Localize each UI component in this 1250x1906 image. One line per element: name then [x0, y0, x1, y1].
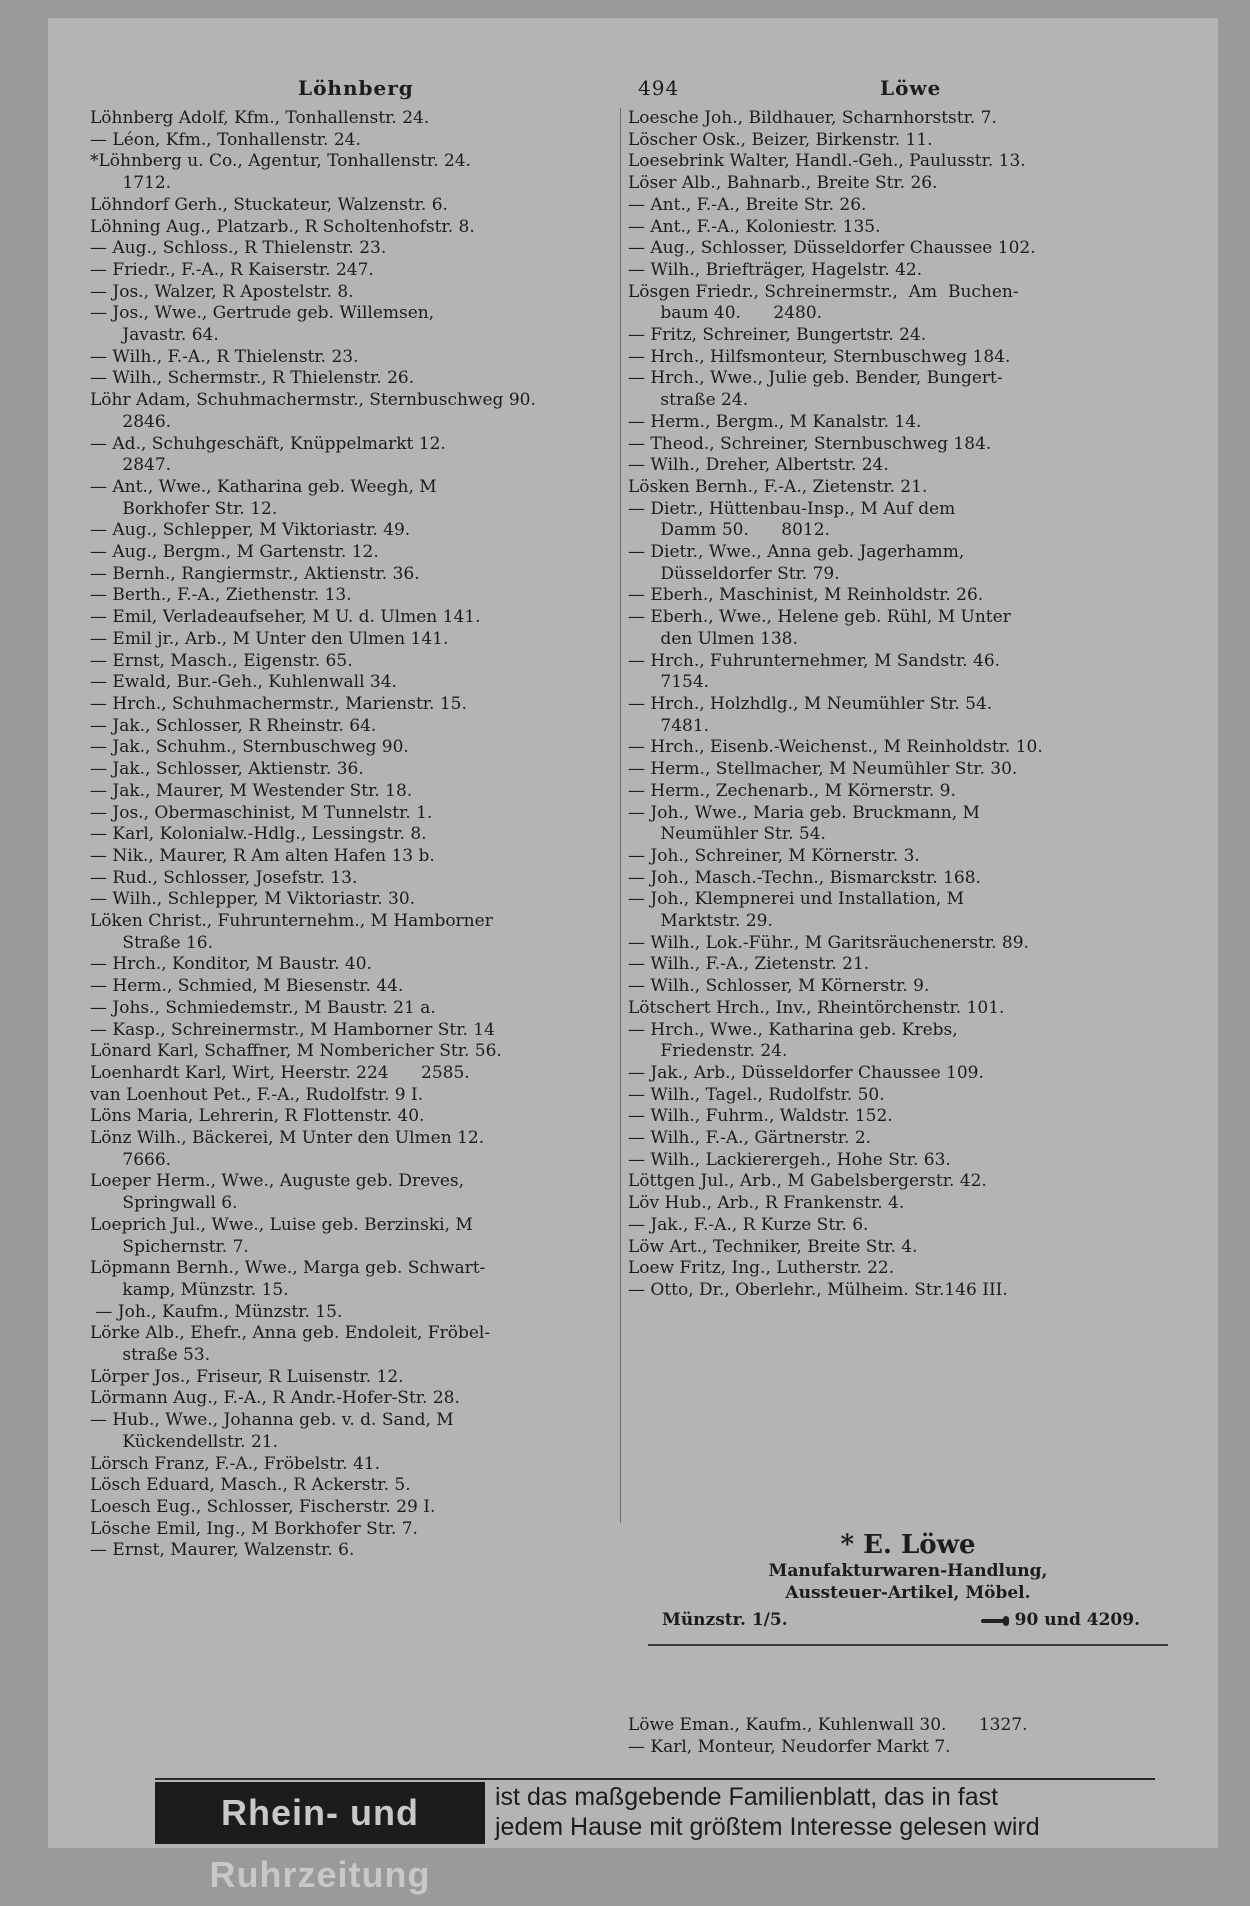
directory-entry: — Berth., F.-A., Ziethenstr. 13. — [90, 585, 352, 606]
directory-entry: Löken Christ., Fuhrunternehm., M Hamborner — [90, 911, 493, 932]
directory-entry: — Hrch., Fuhrunternehmer, M Sandstr. 46. — [628, 650, 1001, 671]
directory-entry: Lörper Jos., Friseur, R Luisenstr. 12. — [90, 1366, 404, 1387]
directory-entry: — Wilh., Dreher, Albertstr. 24. — [628, 455, 889, 476]
directory-entry: *Löhnberg u. Co., Agentur, Tonhallenstr. 24. — [90, 151, 472, 172]
directory-entry: — Ant., F.-A., Koloniestr. 135. — [628, 216, 881, 237]
directory-entry: — Fritz, Schreiner, Bungertstr. 24. — [628, 325, 927, 346]
directory-entry: Lösgen Friedr., Schreinermstr., Am Buchen- — [628, 281, 1019, 302]
directory-entry: — Hub., Wwe., Johanna geb. v. d. Sand, M — [90, 1410, 454, 1431]
directory-entry: Löser Alb., Bahnarb., Breite Str. 26. — [628, 173, 938, 194]
directory-entry: Straße 16. — [90, 932, 214, 953]
right-column — [628, 108, 1188, 1302]
directory-entry: Lönard Karl, Schaffner, M Nomberichеr Str. 56. — [90, 1041, 502, 1062]
directory-entry: Löhr Adam, Schuhmachermstr., Sternbuschweg 90. — [90, 390, 536, 411]
directory-entry: — Ernst, Masch., Eigenstr. 65. — [90, 650, 353, 671]
directory-entry: — Jak., F.-A., R Kurze Str. 6. — [628, 1214, 869, 1235]
directory-entry: — Theod., Schreiner, Sternbuschweg 184. — [628, 433, 992, 454]
directory-entry: 7154. — [628, 672, 710, 693]
page-header — [48, 58, 1218, 98]
directory-entry: Löv Hub., Arb., R Frankenstr. 4. — [628, 1193, 905, 1214]
directory-entry: — Otto, Dr., Oberlehr., Mülheim. Str.146 III. — [628, 1279, 1008, 1300]
directory-entry: Loesche Joh., Bildhauer, Scharnhorststr. 7. — [628, 108, 997, 128]
ad-divider — [648, 1644, 1168, 1646]
directory-entry: — Ernst, Maurer, Walzenstr. 6. — [90, 1540, 355, 1561]
directory-entry: — Rud., Schlosser, Josefstr. 13. — [90, 867, 358, 888]
directory-entry: — Joh., Kaufm., Münzstr. 15. — [90, 1301, 343, 1322]
directory-entry: — Joh., Masch.-Techn., Bismarckstr. 168. — [628, 867, 981, 888]
directory-entry: baum 40. 2480. — [628, 303, 823, 324]
directory-entry: — Wilh., F.-A., R Thielenstr. 23. — [90, 346, 359, 367]
directory-entry: Springwall 6. — [90, 1193, 238, 1214]
directory-entry: — Bernh., Rangiermstr., Aktienstr. 36. — [90, 563, 420, 584]
directory-entry: Lönz Wilh., Bäckerei, M Unter den Ulmen 12. — [90, 1128, 485, 1149]
ad-phones-wrap — [981, 1610, 1140, 1630]
directory-entry: — Wilh., Lackierergeh., Hohe Str. 63. — [628, 1149, 951, 1170]
directory-entry: Lörsch Franz, F.-A., Fröbelstr. 41. — [90, 1453, 380, 1474]
directory-entry: 1712. — [90, 173, 172, 194]
directory-entry: — Jos., Wwe., Gertrude geb. Willemsen, — [90, 303, 435, 324]
directory-entry: kamp, Münzstr. 15. — [90, 1279, 289, 1300]
directory-entry: Javastr. 64. — [90, 325, 219, 346]
directory-entry: 7481. — [628, 715, 710, 736]
directory-entry: — Ad., Schuhgeschäft, Knüppelmarkt 12. — [90, 433, 446, 454]
directory-entry: — Jos., Walzer, R Apostelstr. 8. — [90, 281, 354, 302]
directory-entry: Löhning Aug., Platzarb., R Scholtenhofstr. 8. — [90, 216, 475, 237]
directory-entry: — Hrch., Eisenb.-Weichenst., M Reinholdstr. 10. — [628, 737, 1043, 758]
directory-entry: — Herm., Zechenarb., M Körnerstr. 9. — [628, 780, 956, 801]
directory-entry: — Aug., Bergm., M Gartenstr. 12. — [90, 542, 379, 563]
ad-title: * E. Löwe — [840, 1530, 976, 1560]
directory-entry: Löpmann Bernh., Wwe., Marga geb. Schwart- — [90, 1258, 486, 1279]
directory-entry: — Wilh., Schermstr., R Thielenstr. 26. — [90, 368, 415, 389]
directory-entry: Löwe Eman., Kaufm., Kuhlenwall 30. 1327. — [628, 1715, 1028, 1735]
directory-entry: — Aug., Schlosser, Düsseldorfer Chaussee 102. — [628, 238, 1036, 259]
directory-entry: — Herm., Bergm., M Kanalstr. 14. — [628, 411, 922, 432]
directory-entry: Damm 50. 8012. — [628, 520, 830, 541]
directory-entry: — Aug., Schlepper, M Viktoriastr. 49. — [90, 520, 411, 541]
directory-entry: — Nik., Maurer, R Am alten Hafen 13 b. — [90, 845, 435, 866]
directory-entry: 2847. — [90, 455, 172, 476]
directory-entry: Löhndorf Gerh., Stuckateur, Walzenstr. 6. — [90, 194, 448, 215]
directory-entry: — Hrch., Hilfsmonteur, Sternbuschweg 184. — [628, 346, 1011, 367]
directory-entry: — Hrch., Wwe., Katharina geb. Krebs, — [628, 1019, 958, 1040]
directory-entry: — Emil, Verladeaufseher, M U. d. Ulmen 141. — [90, 607, 481, 628]
ad-line-2: Aussteuer-Artikel, Möbel. — [785, 1583, 1031, 1603]
directory-entry: Marktstr. 29. — [628, 911, 773, 932]
directory-entry: — Eberh., Wwe., Helene geb. Rühl, M Unter — [628, 607, 1011, 628]
directory-entry: Neumühler Str. 54. — [628, 824, 826, 845]
page-number: 494 — [638, 76, 680, 100]
directory-entry: — Wilh., Schlepper, M Viktoriastr. 30. — [90, 889, 416, 910]
directory-entry: straße 53. — [90, 1345, 211, 1366]
directory-entry: — Aug., Schloss., R Thielenstr. 23. — [90, 238, 387, 259]
directory-entry: 7666. — [90, 1149, 172, 1170]
directory-entry: — Wilh., Schlosser, M Körnerstr. 9. — [628, 976, 930, 997]
footer-line-2: jedem Hause mit größtem Interesse gelesen wird — [495, 1813, 1040, 1841]
directory-entry: Lörke Alb., Ehefr., Anna geb. Endoleit, Fröbel- — [90, 1323, 491, 1344]
directory-entry: — Johs., Schmiedemstr., M Baustr. 21 a. — [90, 997, 436, 1018]
directory-entry: Lötschert Hrch., Inv., Rheintörchenstr. 101. — [628, 997, 1005, 1018]
directory-entry: — Wilh., Lok.-Führ., M Garitsräuchenerstr. 89. — [628, 932, 1029, 953]
directory-entry: — Ewald, Bur.-Geh., Kuhlenwall 34. — [90, 672, 397, 693]
ad-phones: 90 und 4209. — [1014, 1610, 1140, 1630]
directory-entry: — Joh., Schreiner, M Körnerstr. 3. — [628, 845, 920, 866]
directory-entry: Loew Fritz, Ing., Lutherstr. 22. — [628, 1258, 895, 1279]
directory-entry: Löns Maria, Lehrerin, R Flottenstr. 40. — [90, 1106, 425, 1127]
ad-line-1: Manufakturwaren-Handlung, — [768, 1561, 1048, 1581]
directory-entry: — Joh., Klempnerei und Installation, M — [628, 889, 965, 910]
directory-entry: — Ant., Wwe., Katharina geb. Weegh, M — [90, 476, 437, 497]
directory-entry: — Jos., Obermaschinist, M Tunnelstr. 1. — [90, 802, 433, 823]
directory-entry: Loeper Herm., Wwe., Auguste geb. Dreves, — [90, 1171, 465, 1192]
directory-entry: Borkhofer Str. 12. — [90, 498, 278, 519]
directory-entry: Loeprich Jul., Wwe., Luise geb. Berzinski, M — [90, 1214, 473, 1235]
directory-entry: — Jak., Schuhm., Sternbuschweg 90. — [90, 737, 409, 758]
newspaper-logo: Rhein- und Ruhrzeitung — [155, 1782, 485, 1844]
directory-entry: — Wilh., F.-A., Gärtnerstr. 2. — [628, 1128, 872, 1149]
directory-entry: — Wilh., Briefträger, Hagelstr. 42. — [628, 259, 923, 280]
directory-entry: Kückendellstr. 21. — [90, 1431, 279, 1452]
directory-entry: Loesch Eug., Schlosser, Fischerstr. 29 I. — [90, 1497, 436, 1517]
directory-entry: — Wilh., F.-A., Zietenstr. 21. — [628, 954, 870, 975]
directory-entry: — Dietr., Hüttenbau-Insp., M Auf dem — [628, 498, 956, 519]
directory-entry: — Léon, Kfm., Tonhallenstr. 24. — [90, 129, 361, 150]
directory-entry: Loesebrink Walter, Handl.-Geh., Paulusstr. 13. — [628, 151, 1026, 172]
directory-entry: — Joh., Wwe., Maria geb. Bruckmann, M — [628, 802, 980, 823]
directory-entry: Löhnberg Adolf, Kfm., Tonhallenstr. 24. — [90, 108, 430, 128]
footer-text — [495, 1782, 1040, 1842]
header-left-keyword: Löhnberg — [298, 76, 414, 100]
directory-entry: Friedenstr. 24. — [628, 1041, 788, 1062]
directory-entry: straße 24. — [628, 390, 749, 411]
directory-entry: — Emil jr., Arb., M Unter den Ulmen 141. — [90, 628, 449, 649]
directory-entry: — Hrch., Wwe., Julie geb. Bender, Bungert- — [628, 368, 1003, 389]
advertisement-loewe — [628, 1530, 1188, 1690]
directory-entry: — Jak., Schlosser, Aktienstr. 36. — [90, 759, 364, 780]
directory-entry: — Jak., Arb., Düsseldorfer Chaussee 109. — [628, 1062, 984, 1083]
directory-entry: Löw Art., Techniker, Breite Str. 4. — [628, 1236, 918, 1257]
directory-entry: 2846. — [90, 411, 172, 432]
directory-entry: — Herm., Stellmacher, M Neumühler Str. 30. — [628, 759, 1018, 780]
directory-entry: — Kasp., Schreinermstr., M Hamborner Str. 14 — [90, 1019, 495, 1040]
directory-entry: — Hrch., Konditor, M Baustr. 40. — [90, 954, 372, 975]
directory-entry: van Loenhout Pet., F.-A., Rudolfstr. 9 I. — [90, 1084, 424, 1105]
directory-entry: Lösch Eduard, Masch., R Ackerstr. 5. — [90, 1475, 411, 1496]
directory-entry: Lösche Emil, Ing., M Borkhofer Str. 7. — [90, 1518, 418, 1539]
directory-entry: Lösken Bernh., F.-A., Zietenstr. 21. — [628, 476, 928, 497]
footer-line-1: ist das maßgebende Familienblatt, das in fast — [495, 1783, 999, 1811]
directory-entry: Düsseldorfer Str. 79. — [628, 563, 840, 584]
right-bottom-entries — [628, 1715, 1028, 1758]
directory-entry: — Ant., F.-A., Breite Str. 26. — [628, 194, 867, 215]
telephone-icon — [981, 1616, 1009, 1626]
directory-entry: — Karl, Monteur, Neudorfer Markt 7. — [628, 1736, 951, 1757]
directory-entry: Loenhardt Karl, Wirt, Heerstr. 224 2585. — [90, 1062, 470, 1083]
directory-entry: — Friedr., F.-A., R Kaiserstr. 247. — [90, 259, 374, 280]
directory-entry: — Jak., Maurer, M Westender Str. 18. — [90, 780, 413, 801]
directory-entry: — Wilh., Tagel., Rudolfstr. 50. — [628, 1084, 885, 1105]
directory-entry: Löttgen Jul., Arb., M Gabelsbergerstr. 42. — [628, 1171, 987, 1192]
directory-entry: — Hrch., Schuhmachermstr., Marienstr. 15. — [90, 693, 467, 714]
directory-entry: den Ulmen 138. — [628, 628, 798, 649]
directory-entry: — Jak., Schlosser, R Rheinstr. 64. — [90, 715, 377, 736]
directory-entry: — Herm., Schmied, M Biesenstr. 44. — [90, 976, 404, 997]
ad-contact-row — [628, 1610, 1188, 1634]
ad-address: Münzstr. 1/5. — [662, 1610, 788, 1630]
directory-entry: — Eberh., Maschinist, M Reinholdstr. 26. — [628, 585, 984, 606]
footer-advertisement — [155, 1778, 1155, 1895]
directory-entry: — Wilh., Fuhrm., Waldstr. 152. — [628, 1106, 893, 1127]
directory-entry: Spichernstr. 7. — [90, 1236, 249, 1257]
directory-entry: Lörmann Aug., F.-A., R Andr.-Hofer-Str. 28. — [90, 1388, 460, 1409]
directory-entry: Löscher Osk., Beizer, Birkenstr. 11. — [628, 129, 933, 150]
directory-entry: — Hrch., Holzhdlg., M Neumühler Str. 54. — [628, 693, 993, 714]
header-right-keyword: Löwe — [880, 76, 942, 100]
left-column — [90, 108, 650, 1562]
directory-entry: — Dietr., Wwe., Anna geb. Jagerhamm, — [628, 542, 965, 563]
directory-entry: — Karl, Kolonialw.-Hdlg., Lessingstr. 8. — [90, 824, 427, 845]
